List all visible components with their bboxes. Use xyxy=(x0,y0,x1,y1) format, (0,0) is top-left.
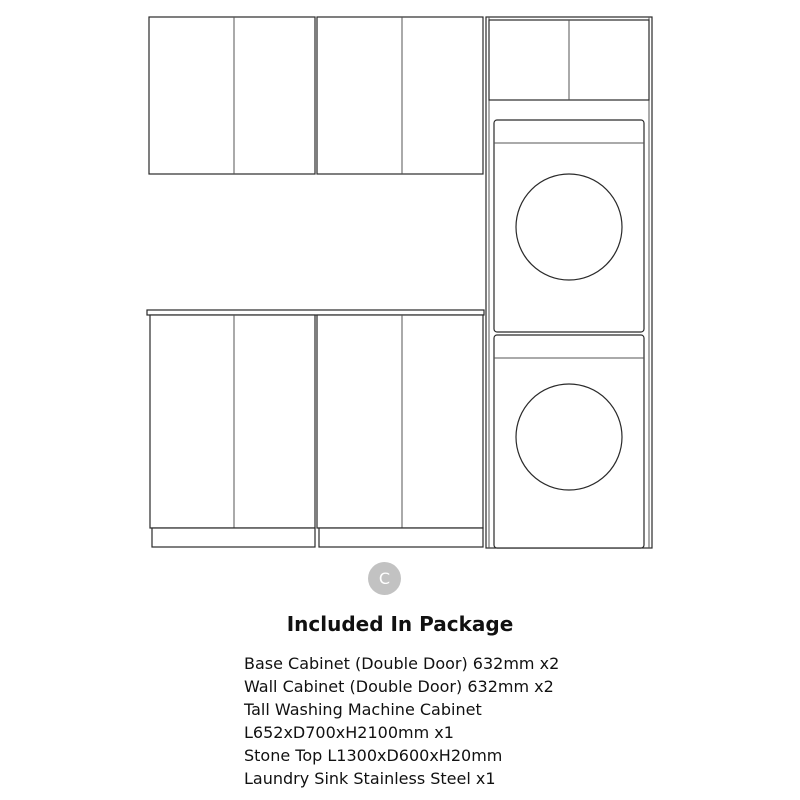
wall-cabinet-left xyxy=(149,17,315,174)
list-item: Laundry Sink Stainless Steel x1 xyxy=(244,769,496,788)
stone-top xyxy=(147,310,484,315)
dryer-appliance xyxy=(494,120,644,332)
list-item: L652xD700xH2100mm x1 xyxy=(244,723,454,742)
package-title: Included In Package xyxy=(286,612,514,636)
list-item: Base Cabinet (Double Door) 632mm x2 xyxy=(244,654,560,673)
wall-cabinet-right xyxy=(317,17,483,174)
layout-option-badge xyxy=(368,562,401,595)
washer-door-icon xyxy=(516,384,622,490)
dryer-door-icon xyxy=(516,174,622,280)
list-item: Wall Cabinet (Double Door) 632mm x2 xyxy=(244,677,554,696)
badge-label: C xyxy=(378,568,391,588)
washing-machine-appliance xyxy=(494,335,644,548)
list-item: Stone Top L1300xD600xH20mm xyxy=(244,746,503,765)
list-item: Tall Washing Machine Cabinet xyxy=(244,700,482,719)
base-cabinet-right xyxy=(317,315,483,547)
base-cabinet-left xyxy=(150,315,315,547)
package-items-list xyxy=(244,652,559,790)
